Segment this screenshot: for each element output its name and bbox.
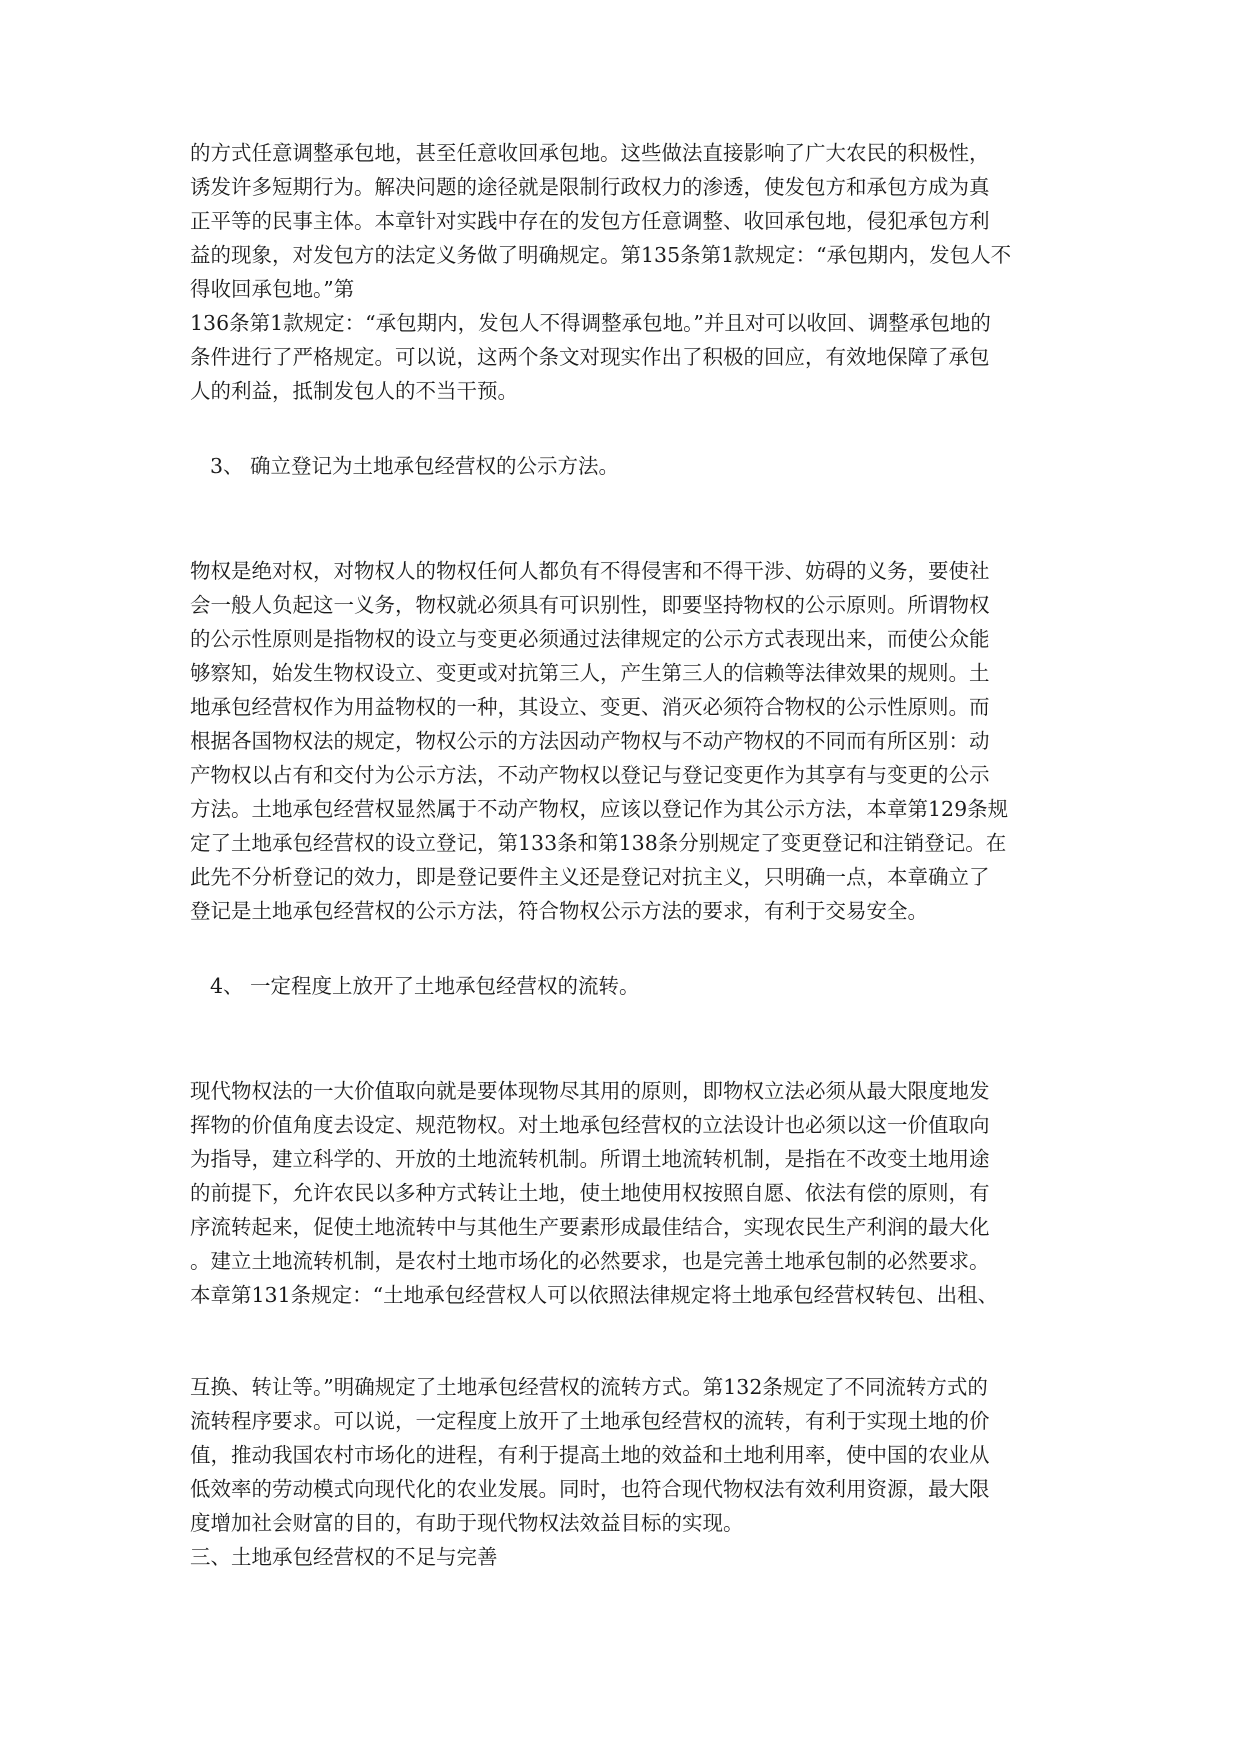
text-line: 序流转起来，促使土地流转中与其他生产要素形成最佳结合，实现农民生产利润的最大化 xyxy=(190,1215,990,1239)
text-line: 地承包经营权作为用益物权的一种，其设立、变更、消灭必须符合物权的公示性原则。而 xyxy=(190,695,990,719)
text-line: 的前提下，允许农民以多种方式转让土地，使土地使用权按照自愿、依法有偿的原则，有 xyxy=(190,1181,990,1205)
text-line: 益的现象，对发包方的法定义务做了明确规定。第135条第1款规定：“承包期内，发包人不 xyxy=(190,243,1012,267)
text-line: 值，推动我国农村市场化的进程，有利于提高土地的效益和土地利用率，使中国的农业从 xyxy=(190,1443,990,1467)
text-line: 现代物权法的一大价值取向就是要体现物尽其用的原则，即物权立法必须从最大限度地发 xyxy=(190,1079,990,1103)
text-line: 此先不分析登记的效力，即是登记要件主义还是登记对抗主义，只明确一点，本章确立了 xyxy=(190,865,990,889)
text-line: 得收回承包地。”第 xyxy=(190,277,355,301)
text-line: 会一般人负起这一义务，物权就必须具有可识别性，即要坚持物权的公示原则。所谓物权 xyxy=(190,593,990,617)
text-line: 挥物的价值角度去设定、规范物权。对土地承包经营权的立法设计也必须以这一价值取向 xyxy=(190,1113,990,1137)
text-line: 的公示性原则是指物权的设立与变更必须通过法律规定的公示方式表现出来，而使公众能 xyxy=(190,627,990,651)
text-line: 物权是绝对权，对物权人的物权任何人都负有不得侵害和不得干涉、妨碍的义务，要使社 xyxy=(190,559,990,583)
text-line: 低效率的劳动模式向现代化的农业发展。同时，也符合现代物权法有效利用资源，最大限 xyxy=(190,1477,990,1501)
text-line: 流转程序要求。可以说，一定程度上放开了土地承包经营权的流转，有利于实现土地的价 xyxy=(190,1409,990,1433)
text-line: 136条第1款规定：“承包期内，发包人不得调整承包地。”并且对可以收回、调整承包地的 xyxy=(190,311,991,335)
text-line: 定了土地承包经营权的设立登记，第133条和第138条分别规定了变更登记和注销登记。在 xyxy=(190,831,1007,855)
section-heading: 4、 一定程度上放开了土地承包经营权的流转。 xyxy=(210,974,640,998)
text-line: 为指导，建立科学的、开放的土地流转机制。所谓土地流转机制，是指在不改变土地用途 xyxy=(190,1147,990,1171)
text-line: 度增加社会财富的目的，有助于现代物权法效益目标的实现。 xyxy=(190,1511,744,1535)
text-line: 产物权以占有和交付为公示方法，不动产物权以登记与登记变更作为其享有与变更的公示 xyxy=(190,763,990,787)
section-heading: 3、 确立登记为土地承包经营权的公示方法。 xyxy=(210,454,620,478)
text-line: 互换、转让等。”明确规定了土地承包经营权的流转方式。第132条规定了不同流转方式的 xyxy=(190,1375,988,1399)
text-line: 方法。土地承包经营权显然属于不动产物权，应该以登记作为其公示方法，本章第129条规 xyxy=(190,797,1009,821)
text-line: 人的利益，抵制发包人的不当干预。 xyxy=(190,379,518,403)
text-line: 条件进行了严格规定。可以说，这两个条文对现实作出了积极的回应，有效地保障了承包 xyxy=(190,345,990,369)
text-line: 登记是土地承包经营权的公示方法，符合物权公示方法的要求，有利于交易安全。 xyxy=(190,899,928,923)
text-line: 本章第131条规定：“土地承包经营权人可以依照法律规定将土地承包经营权转包、出租、 xyxy=(190,1283,999,1307)
text-line: 的方式任意调整承包地，甚至任意收回承包地。这些做法直接影响了广大农民的积极性， xyxy=(190,141,990,165)
text-line: 。建立土地流转机制，是农村土地市场化的必然要求，也是完善土地承包制的必然要求。 xyxy=(190,1249,990,1273)
text-line: 三、土地承包经营权的不足与完善 xyxy=(190,1545,498,1569)
text-line: 根据各国物权法的规定，物权公示的方法因动产物权与不动产物权的不同而有所区别：动 xyxy=(190,729,990,753)
text-line: 诱发许多短期行为。解决问题的途径就是限制行政权力的渗透，使发包方和承包方成为真 xyxy=(190,175,990,199)
text-line: 正平等的民事主体。本章针对实践中存在的发包方任意调整、收回承包地，侵犯承包方利 xyxy=(190,209,990,233)
text-line: 够察知，始发生物权设立、变更或对抗第三人，产生第三人的信赖等法律效果的规则。土 xyxy=(190,661,990,685)
